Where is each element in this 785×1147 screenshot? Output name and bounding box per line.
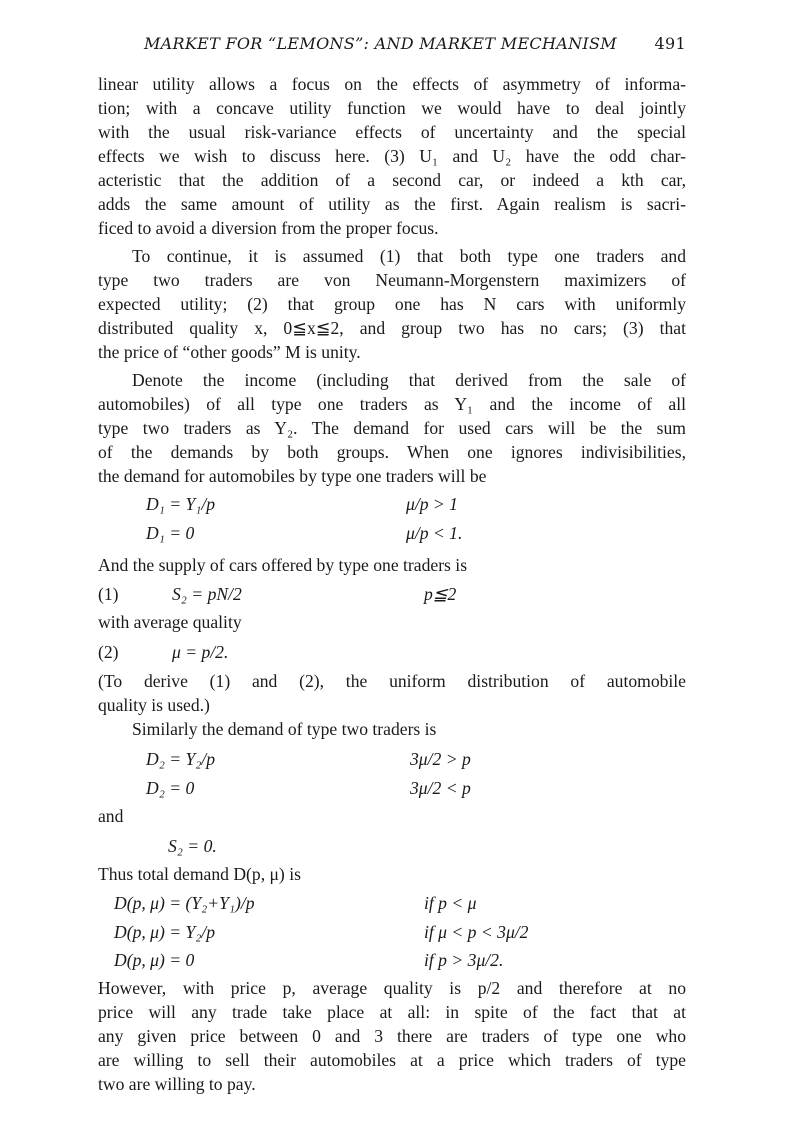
text-line: automobiles) of all type one traders as Y₁ and the income of all [98,394,686,414]
equation-condition: if μ < p < 3μ/2 [424,921,529,942]
supply-intro-line [98,553,686,577]
equation-1 [98,582,686,611]
equation-condition: μ/p > 1 [406,494,458,514]
equation-condition: if p < μ [424,893,477,913]
text-line: with the usual risk-variance effects of uncertainty and the special [98,122,686,142]
text-line: ficed to avoid a diversion from the proper focus. [98,218,439,238]
and-line [98,804,686,828]
equation-row [98,582,686,611]
text-line: acteristic that the addition of a second car, or indeed a kth car, [98,170,686,190]
text-line: price will any trade take place at all: in spite of the fact that at [98,1002,686,1022]
page-number: 491 [654,34,686,53]
equation-row [98,640,686,669]
type-two-intro [98,717,686,741]
text-line: However, with price p, average quality is p/2 and therefore at no [98,978,686,998]
equation-2 [98,640,686,669]
average-quality-line [98,610,686,634]
equation-condition: μ/p < 1. [406,522,463,543]
text-line: quality is used.) [98,695,210,715]
paragraph-income-demand [98,368,686,488]
equation-row [98,920,686,949]
text-line: To continue, it is assumed (1) that both type one traders and [132,246,686,266]
equation-lhs: D₂ = 0 [146,777,195,798]
equation-lhs: D(p, μ) = (Y₂+Y₁)/p [114,893,255,913]
equation-lhs: D₁ = Y₁/p [146,494,216,514]
text-line: type two traders are von Neumann-Morgenstern maximizers of [98,270,686,290]
equation-condition: 3μ/2 > p [410,749,471,769]
equation-lhs: S₂ = pN/2 [172,584,242,604]
text-line: any given price between 0 and 3 there are traders of type one who [98,1026,686,1046]
equation-lhs: D₂ = Y₂/p [146,749,216,769]
text-line: tion; with a concave utility function we would have to deal jointly [98,98,686,118]
text-line: two are willing to pay. [98,1074,256,1094]
text-line: Thus total demand D(p, μ) is [98,864,301,884]
equation-condition: if p > 3μ/2. [424,950,504,971]
total-demand-intro [98,862,686,886]
text-line: type two traders as Y₂. The demand for used cars will be the sum [98,418,686,438]
equation-condition: p≦2 [424,584,457,604]
equation-row [98,521,686,550]
text-line: effects we wish to discuss here. (3) U₁ and U₂ have the odd char- [98,146,686,166]
equation-lhs: S₂ = 0. [168,836,217,856]
equation-block-d2 [98,747,686,804]
equation-row [98,834,686,863]
equation-row [98,492,686,521]
text-line: with average quality [98,612,242,632]
equation-row [98,747,686,776]
equation-row [98,948,686,977]
paragraph-assumptions [98,244,686,364]
text-line: the price of “other goods” M is unity. [98,342,361,362]
text-line: linear utility allows a focus on the effects of asymmetry of informa- [98,74,686,94]
equation-block-total-demand [98,891,686,977]
text-line: are willing to sell their automobiles at a price which traders of type [98,1050,686,1070]
text-line: distributed quality x, 0≦x≦2, and group two has no cars; (3) that [98,318,686,338]
equation-s2 [98,834,686,863]
running-header [98,34,686,60]
equation-block-d1 [98,492,686,549]
derivation-note [98,669,686,717]
running-title: MARKET FOR “LEMONS”: AND MARKET MECHANISM [144,34,617,53]
text-line: And the supply of cars offered by type one traders is [98,555,468,575]
equation-condition: 3μ/2 < p [410,777,471,798]
text-line: Denote the income (including that derived from the sale of [132,370,686,390]
text-line: and [98,806,124,826]
equation-number: (1) [98,584,119,604]
text-line: expected utility; (2) that group one has N cars with uniformly [98,294,686,314]
text-line: (To derive (1) and (2), the uniform distribution of automobile [98,671,686,691]
equation-lhs: D(p, μ) = Y₂/p [114,921,216,942]
equation-row [98,776,686,805]
equation-number: (2) [98,642,119,662]
text-line: Similarly the demand of type two traders is [132,719,437,739]
equation-row [98,891,686,920]
equation-lhs: μ = p/2. [172,642,229,662]
paragraph-conclusion [98,976,686,1096]
text-line: the demand for automobiles by type one traders will be [98,466,487,486]
text-line: adds the same amount of utility as the first. Again realism is sacri- [98,194,686,214]
equation-lhs: D₁ = 0 [146,522,195,543]
text-line: of the demands by both groups. When one ignores indivisibilities, [98,442,686,462]
equation-lhs: D(p, μ) = 0 [114,950,195,971]
paragraph-utility-assumptions [98,72,686,240]
